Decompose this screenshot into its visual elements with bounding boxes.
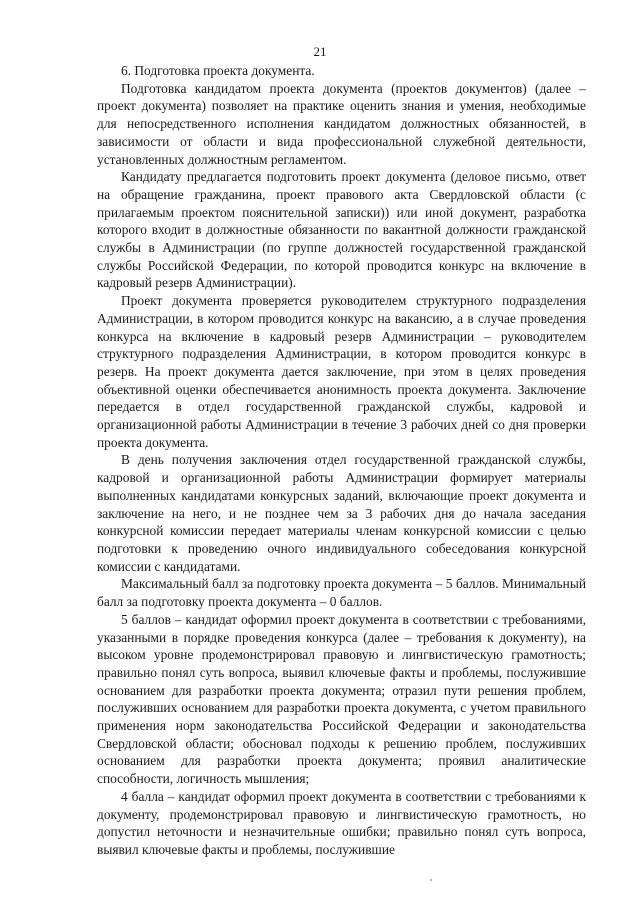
section-heading: 6. Подготовка проекта документа. [121, 63, 315, 78]
paragraph-purpose: Подготовка кандидатом проекта документа (проектов документов) (далее – проект документа) позволяет на практике оценить знания и умения, необходимые для непосредственного исполнения кандидатом должностных обязанностей, в зависимости от области и вида профессиональной служебной деятельности, установленных должностным регламентом. [97, 80, 586, 167]
paragraph-task: Кандидату предлагается подготовить проект документа (деловое письмо, ответ на обращение гражданина, проект правового акта Свердловской области (с прилагаемым проектом пояснительной записки)) или иной документ, разработка которого входит в должностные обязанности по вакантной должности гражданской службы в Администрации (по группе должностей государственной гражданской службы Российской Федерации, по которой проводится конкурс на включение в кадровый резерв Администрации). [97, 169, 586, 291]
page-number: 21 [313, 44, 327, 59]
paragraph-review: Проект документа проверяется руководителем структурного подразделения Администрации, в котором проводится конкурс на вакансию, а в случае проведения конкурса на включение в кадровый резерв Администрации – руководителем структурного подразделения Администрации, в котором проводится конкурс в резерв. На проект документа дается заключение, при этом в целях проведения объективной оценки обеспечивается анонимность проекта документа. Заключение передается в отдел государственной гражданской службы, кадровой и организационной работы Администрации в течение 3 рабочих дней со дня проверки проекта документа. [97, 293, 586, 450]
document-body [97, 62, 586, 859]
scan-speck [430, 879, 432, 881]
paragraph-score-4: 4 балла – кандидат оформил проект документа в соответствии с требованиями к документу, продемонстрировал правовую и лингвистическую грамотность, но допустил неточности и незначительные ошибки; правильно понял суть вопроса, выявил ключевые факты и проблемы, послужившие [97, 788, 586, 857]
paragraph-score-range: Максимальный балл за подготовку проекта документа – 5 баллов. Минимальный балл за подготовку проекта документа – 0 баллов. [97, 576, 586, 610]
paragraph-score-5: 5 баллов – кандидат оформил проект документа в соответствии с требованиями, указанными в порядке проведения конкурса (далее – требования к документу), на высоком уровне продемонстрировал правовую и лингвистическую грамотность; правильно понял суть вопроса, выявил ключевые факты и проблемы, послужившие основанием для разработки проекта документа; отразил пути решения проблем, послуживших основанием для разработки проекта документа, с учетом правильного применения норм законодательства Российской Федерации и законодательства Свердловской области; обосновал подходы к решению проблем, послуживших основанием для разработки проекта документа; проявил аналитические способности, логичность мышления; [97, 611, 586, 787]
paragraph-materials: В день получения заключения отдел государственной гражданской службы, кадровой и организационной работы Администрации формирует материалы выполненных кандидатами конкурсных заданий, включающие проект документа и заключение на него, и не позднее чем за 3 рабочих дня до начала заседания конкурсной комиссии передает материалы членам конкурсной комиссии с целью подготовки к проведению очного индивидуального собеседования конкурсной комиссии с кандидатами. [97, 452, 586, 574]
